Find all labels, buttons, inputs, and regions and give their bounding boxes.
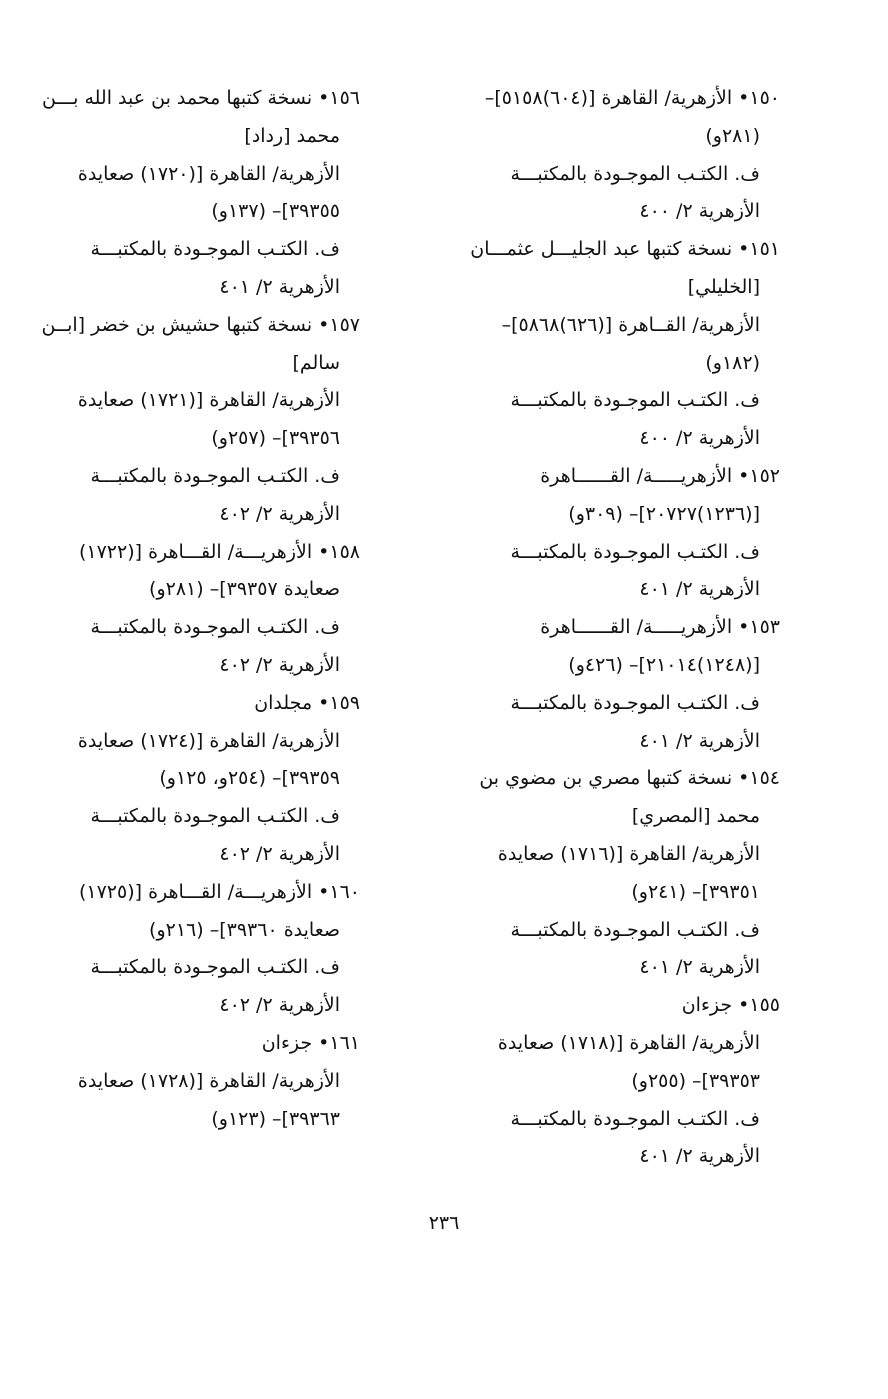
entry-line: ١٥٥• جزءان — [681, 994, 780, 1017]
entry-line: ١٥٣• الأزهريـــــة/ القــــــاهرة — [540, 616, 780, 639]
entry-line: ١٥٢• الأزهريـــــة/ القــــــاهرة — [540, 464, 780, 487]
entry-line: [الخليلي] — [687, 275, 760, 298]
entry-line: سالم] — [292, 351, 340, 374]
page-number: ٢٣٦ — [428, 1212, 460, 1234]
entry-line: ف. الكتـب الموجـودة بالمكتبـــة — [510, 1107, 760, 1130]
entry-line: ٣٩٣٦٣]– (١٢٣و) — [211, 1107, 340, 1130]
entry-line: ٣٩٣٥٥]– (١٣٧و) — [211, 200, 340, 223]
entry-line: [(١٢٣٦)٢٠٧٢٧]– (٣٠٩و) — [568, 502, 760, 525]
entry-line: الأزهرية ٢/ ٤٠٢ — [219, 502, 340, 525]
entry-line: ف. الكتـب الموجـودة بالمكتبـــة — [90, 956, 340, 979]
entry-line: ٣٩٣٥١]– (٢٤١و) — [631, 880, 760, 903]
entry-line: ١٦١• جزءان — [261, 1031, 360, 1054]
entry-line: الأزهرية ٢/ ٤٠٢ — [219, 653, 340, 676]
entry-line: ١٥٨• الأزهريـــة/ القـــاهرة [(١٧٢٢) — [78, 540, 360, 563]
entry-line: الأزهرية/ القاهرة [(١٧٢٤) صعايدة — [77, 729, 340, 752]
entry-line: ١٥١• نسخة كتبها عبد الجليـــل عثمـــان — [470, 238, 780, 261]
entry-line: ف. الكتـب الموجـودة بالمكتبـــة — [90, 238, 340, 261]
entry-line: ٣٩٣٥٦]– (٢٥٧و) — [211, 427, 340, 450]
entry-line: صعايدة ٣٩٣٦٠]– (٢١٦و) — [149, 918, 340, 941]
entry-line: الأزهرية/ القــاهرة [(٦٢٦)٥٨٦٨]– — [501, 313, 760, 336]
entry-line: ف. الكتـب الموجـودة بالمكتبـــة — [510, 389, 760, 412]
entry-line: (٢٨١و) — [705, 124, 760, 147]
entry-line: ١٥٩• مجلدان — [254, 691, 360, 714]
entry-line: ٣٩٣٥٣]– (٢٥٥و) — [631, 1069, 760, 1092]
entry-line: [(١٢٤٨)٢١٠١٤]– (٤٢٦و) — [568, 653, 760, 676]
entry-line: محمد [المصري] — [631, 805, 760, 828]
entry-line: ف. الكتـب الموجـودة بالمكتبـــة — [90, 464, 340, 487]
left-column — [15, 80, 360, 1138]
entry-line: ١٥٧• نسخة كتبها حشيش بن خضر [ابــن — [41, 313, 360, 336]
entry-line: الأزهرية ٢/ ٤٠١ — [639, 729, 760, 752]
entry-line: الأزهرية ٢/ ٤٠١ — [219, 275, 340, 298]
entry-line: الأزهرية/ القاهرة [(١٧٢٨) صعايدة — [77, 1069, 340, 1092]
entry-line: الأزهرية ٢/ ٤٠٠ — [639, 427, 760, 450]
entry-line: الأزهرية ٢/ ٤٠١ — [639, 578, 760, 601]
entry-line: الأزهرية ٢/ ٤٠٢ — [219, 842, 340, 865]
entry-line: (١٨٢و) — [705, 351, 760, 374]
entry-line: ف. الكتـب الموجـودة بالمكتبـــة — [90, 616, 340, 639]
entry-line: الأزهرية ٢/ ٤٠١ — [639, 1145, 760, 1168]
entry-line: ٣٩٣٥٩]– (٢٥٤و، ١٢٥و) — [159, 767, 340, 790]
entry-line: الأزهرية ٢/ ٤٠٠ — [639, 200, 760, 223]
entry-line: ف. الكتـب الموجـودة بالمكتبـــة — [510, 162, 760, 185]
entry-line: ف. الكتـب الموجـودة بالمكتبـــة — [510, 691, 760, 714]
entry-line: ١٦٠• الأزهريـــة/ القـــاهرة [(١٧٢٥) — [78, 880, 360, 903]
entry-line: ف. الكتـب الموجـودة بالمكتبـــة — [90, 805, 340, 828]
entry-line: ف. الكتـب الموجـودة بالمكتبـــة — [510, 918, 760, 941]
entry-line: ١٥٦• نسخة كتبها محمد بن عبد الله بـــن — [41, 87, 360, 109]
right-column — [435, 80, 780, 1176]
entry-line: الأزهرية/ القاهرة [(١٧١٦) صعايدة — [497, 842, 760, 865]
entry-line: الأزهرية/ القاهرة [(١٧٢١) صعايدة — [77, 389, 340, 412]
entry-line: صعايدة ٣٩٣٥٧]– (٢٨١و) — [149, 578, 340, 601]
entry-line: ١٥٠• الأزهرية/ القاهرة [(٦٠٤)٥١٥٨]– — [484, 87, 780, 109]
entry-line: محمد [رداد] — [244, 124, 340, 147]
entry-line: الأزهرية ٢/ ٤٠١ — [639, 956, 760, 979]
entry-line: ١٥٤• نسخة كتبها مصري بن مضوي بن — [479, 767, 780, 790]
entry-line: الأزهرية/ القاهرة [(١٧١٨) صعايدة — [497, 1031, 760, 1054]
entry-line: ف. الكتـب الموجـودة بالمكتبـــة — [510, 540, 760, 563]
entry-line: الأزهرية ٢/ ٤٠٢ — [219, 994, 340, 1017]
entry-line: الأزهرية/ القاهرة [(١٧٢٠) صعايدة — [77, 162, 340, 185]
